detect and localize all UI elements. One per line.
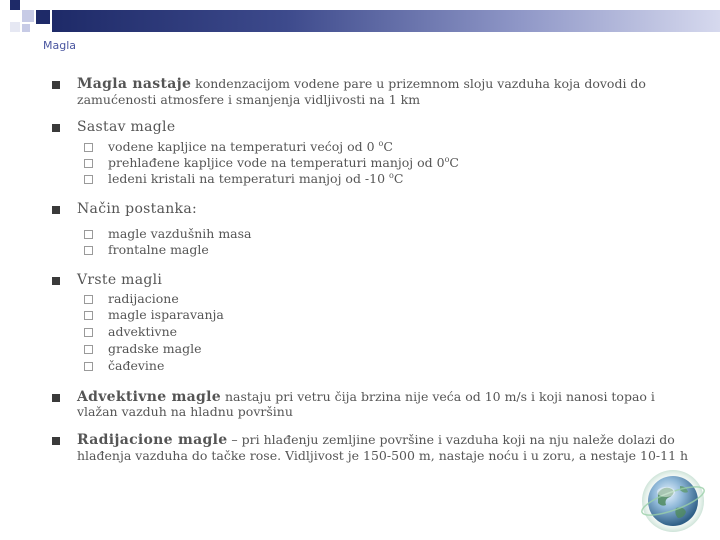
bullet-marker [52,81,60,89]
sub-item: čađevine [108,358,165,373]
bullet-marker [52,394,60,402]
bullet-marker [52,437,60,445]
bullet-line-continued: zamućenosti atmosfere i smanjenja vidljivosti na 1 km [77,92,421,107]
sub-bullet-marker [84,311,93,320]
header-square-dark [10,0,20,10]
bullet-text: nastaju pri vetru čija brzina nije veća od 10 m/s i koji nanosi topao i [220,389,655,404]
bullet-lead: Advektivne magle [77,389,221,405]
sub-bullet-marker [84,230,93,239]
sub-item: advektivne [108,324,178,339]
sub-item: magle vazdušnih masa [108,226,252,241]
bullet-marker [52,206,60,214]
bullet-line [77,432,690,448]
bullet-line: Način postanka: [77,201,198,217]
sub-item: frontalne magle [108,242,209,257]
sub-bullet-marker [84,345,93,354]
bullet-lead: Radijacione magle [77,432,228,448]
bullet-line-continued: hlađenja vazduha do tačke rose. Vidljivost je 150-500 m, nastaje noću i u zoru, a nestaje 10-11 h [77,448,689,463]
sub-bullet-marker [84,143,93,152]
bullet-line [77,76,690,92]
header-square-light [22,10,34,22]
header-square-dark [36,10,50,24]
topic-label: Magla [43,39,77,52]
sub-bullet-marker [84,159,93,168]
bullet-lead: Magla nastaje [77,76,192,92]
sub-item: vodene kapljice na temperaturi većoj od 0 $^o$C [108,139,393,155]
bullet-marker [52,277,60,285]
bullet-line [77,272,690,288]
sub-item: prehlađene kapljice vode na temperaturi manjoj od 0$^o$C [108,155,459,171]
sub-bullet-marker [84,295,93,304]
bullet-line-continued: vlažan vazduh na hladnu površinu [77,404,293,419]
bullet-lead: Vrste magli [77,272,163,288]
sub-bullet-marker [84,362,93,371]
bullet-lead: Način postanka [77,201,192,217]
header-square-pale [10,22,20,32]
sub-bullet-marker [84,328,93,337]
bullet-line [77,119,690,135]
bullet-text: kondenzacijom vodene pare u prizemnom sloju vazduha koja dovodi do [191,76,646,91]
sub-bullet-marker [84,246,93,255]
bullet-line [77,389,690,405]
sub-item: ledeni kristali na temperaturi manjoj od -10 $^o$C [108,171,404,187]
sub-item: gradske magle [108,341,202,356]
sub-item: radijacione [108,291,179,306]
header-bar [52,10,720,32]
sub-item: magle isparavanja [108,307,224,322]
globe-icon [636,466,710,536]
sub-bullet-marker [84,175,93,184]
header-square-light [22,24,30,32]
bullet-marker [52,124,60,132]
bullet-lead: Sastav magle [77,119,176,135]
bullet-text: – pri hlađenju zemljine površine i vazduha koji na nju naleže dolazi do [227,432,675,447]
